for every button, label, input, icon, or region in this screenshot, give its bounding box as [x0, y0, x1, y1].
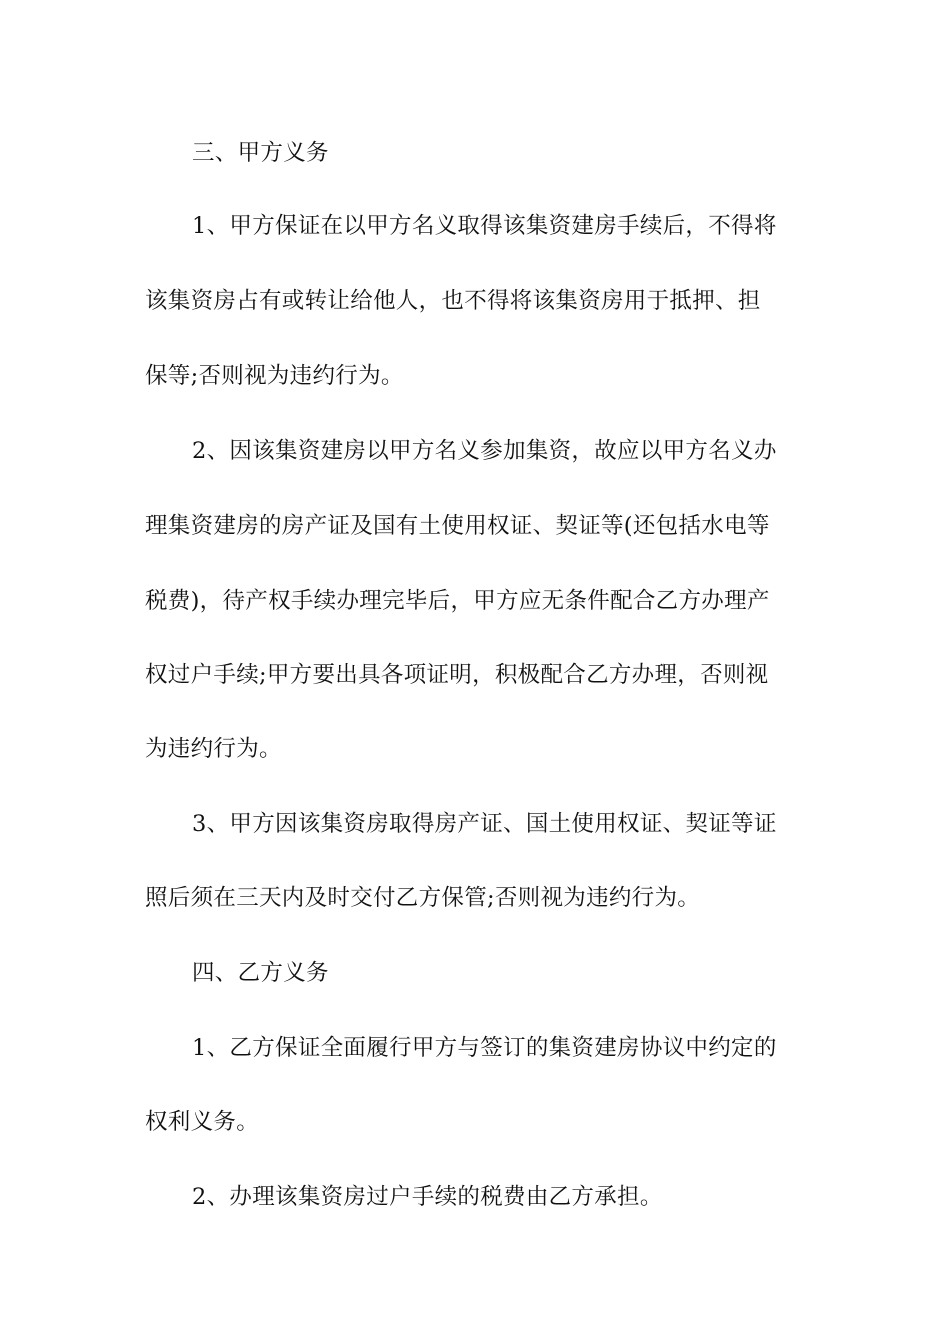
paragraph-line: 该集资房占有或转让给他人，也不得将该集资房用于抵押、担: [145, 288, 761, 314]
paragraph-line: 权过户手续;甲方要出具各项证明，积极配合乙方办理，否则视: [145, 662, 769, 688]
paragraph-line: 1、甲方保证在以甲方名义取得该集资建房手续后，不得将: [192, 213, 777, 239]
paragraph-line: 2、因该集资建房以甲方名义参加集资，故应以甲方名义办: [192, 438, 777, 464]
paragraph-line: 权利义务。: [145, 1109, 260, 1135]
section-heading-party-a-obligations: 三、甲方义务: [192, 140, 329, 166]
paragraph-line: 税费)，待产权手续办理完毕后，甲方应无条件配合乙方办理产: [145, 588, 770, 614]
paragraph-line: 理集资建房的房产证及国有土使用权证、契证等(还包括水电等: [145, 513, 770, 539]
paragraph-line: 3、甲方因该集资房取得房产证、国土使用权证、契证等证: [192, 811, 777, 837]
paragraph-line: 照后须在三天内及时交付乙方保管;否则视为违约行为。: [145, 885, 701, 911]
paragraph-line: 1、乙方保证全面履行甲方与签订的集资建房协议中约定的: [192, 1035, 777, 1061]
paragraph-line: 2、办理该集资房过户手续的税费由乙方承担。: [192, 1184, 663, 1210]
paragraph-line: 为违约行为。: [145, 736, 282, 762]
section-heading-party-b-obligations: 四、乙方义务: [192, 960, 329, 986]
paragraph-line: 保等;否则视为违约行为。: [145, 363, 404, 389]
